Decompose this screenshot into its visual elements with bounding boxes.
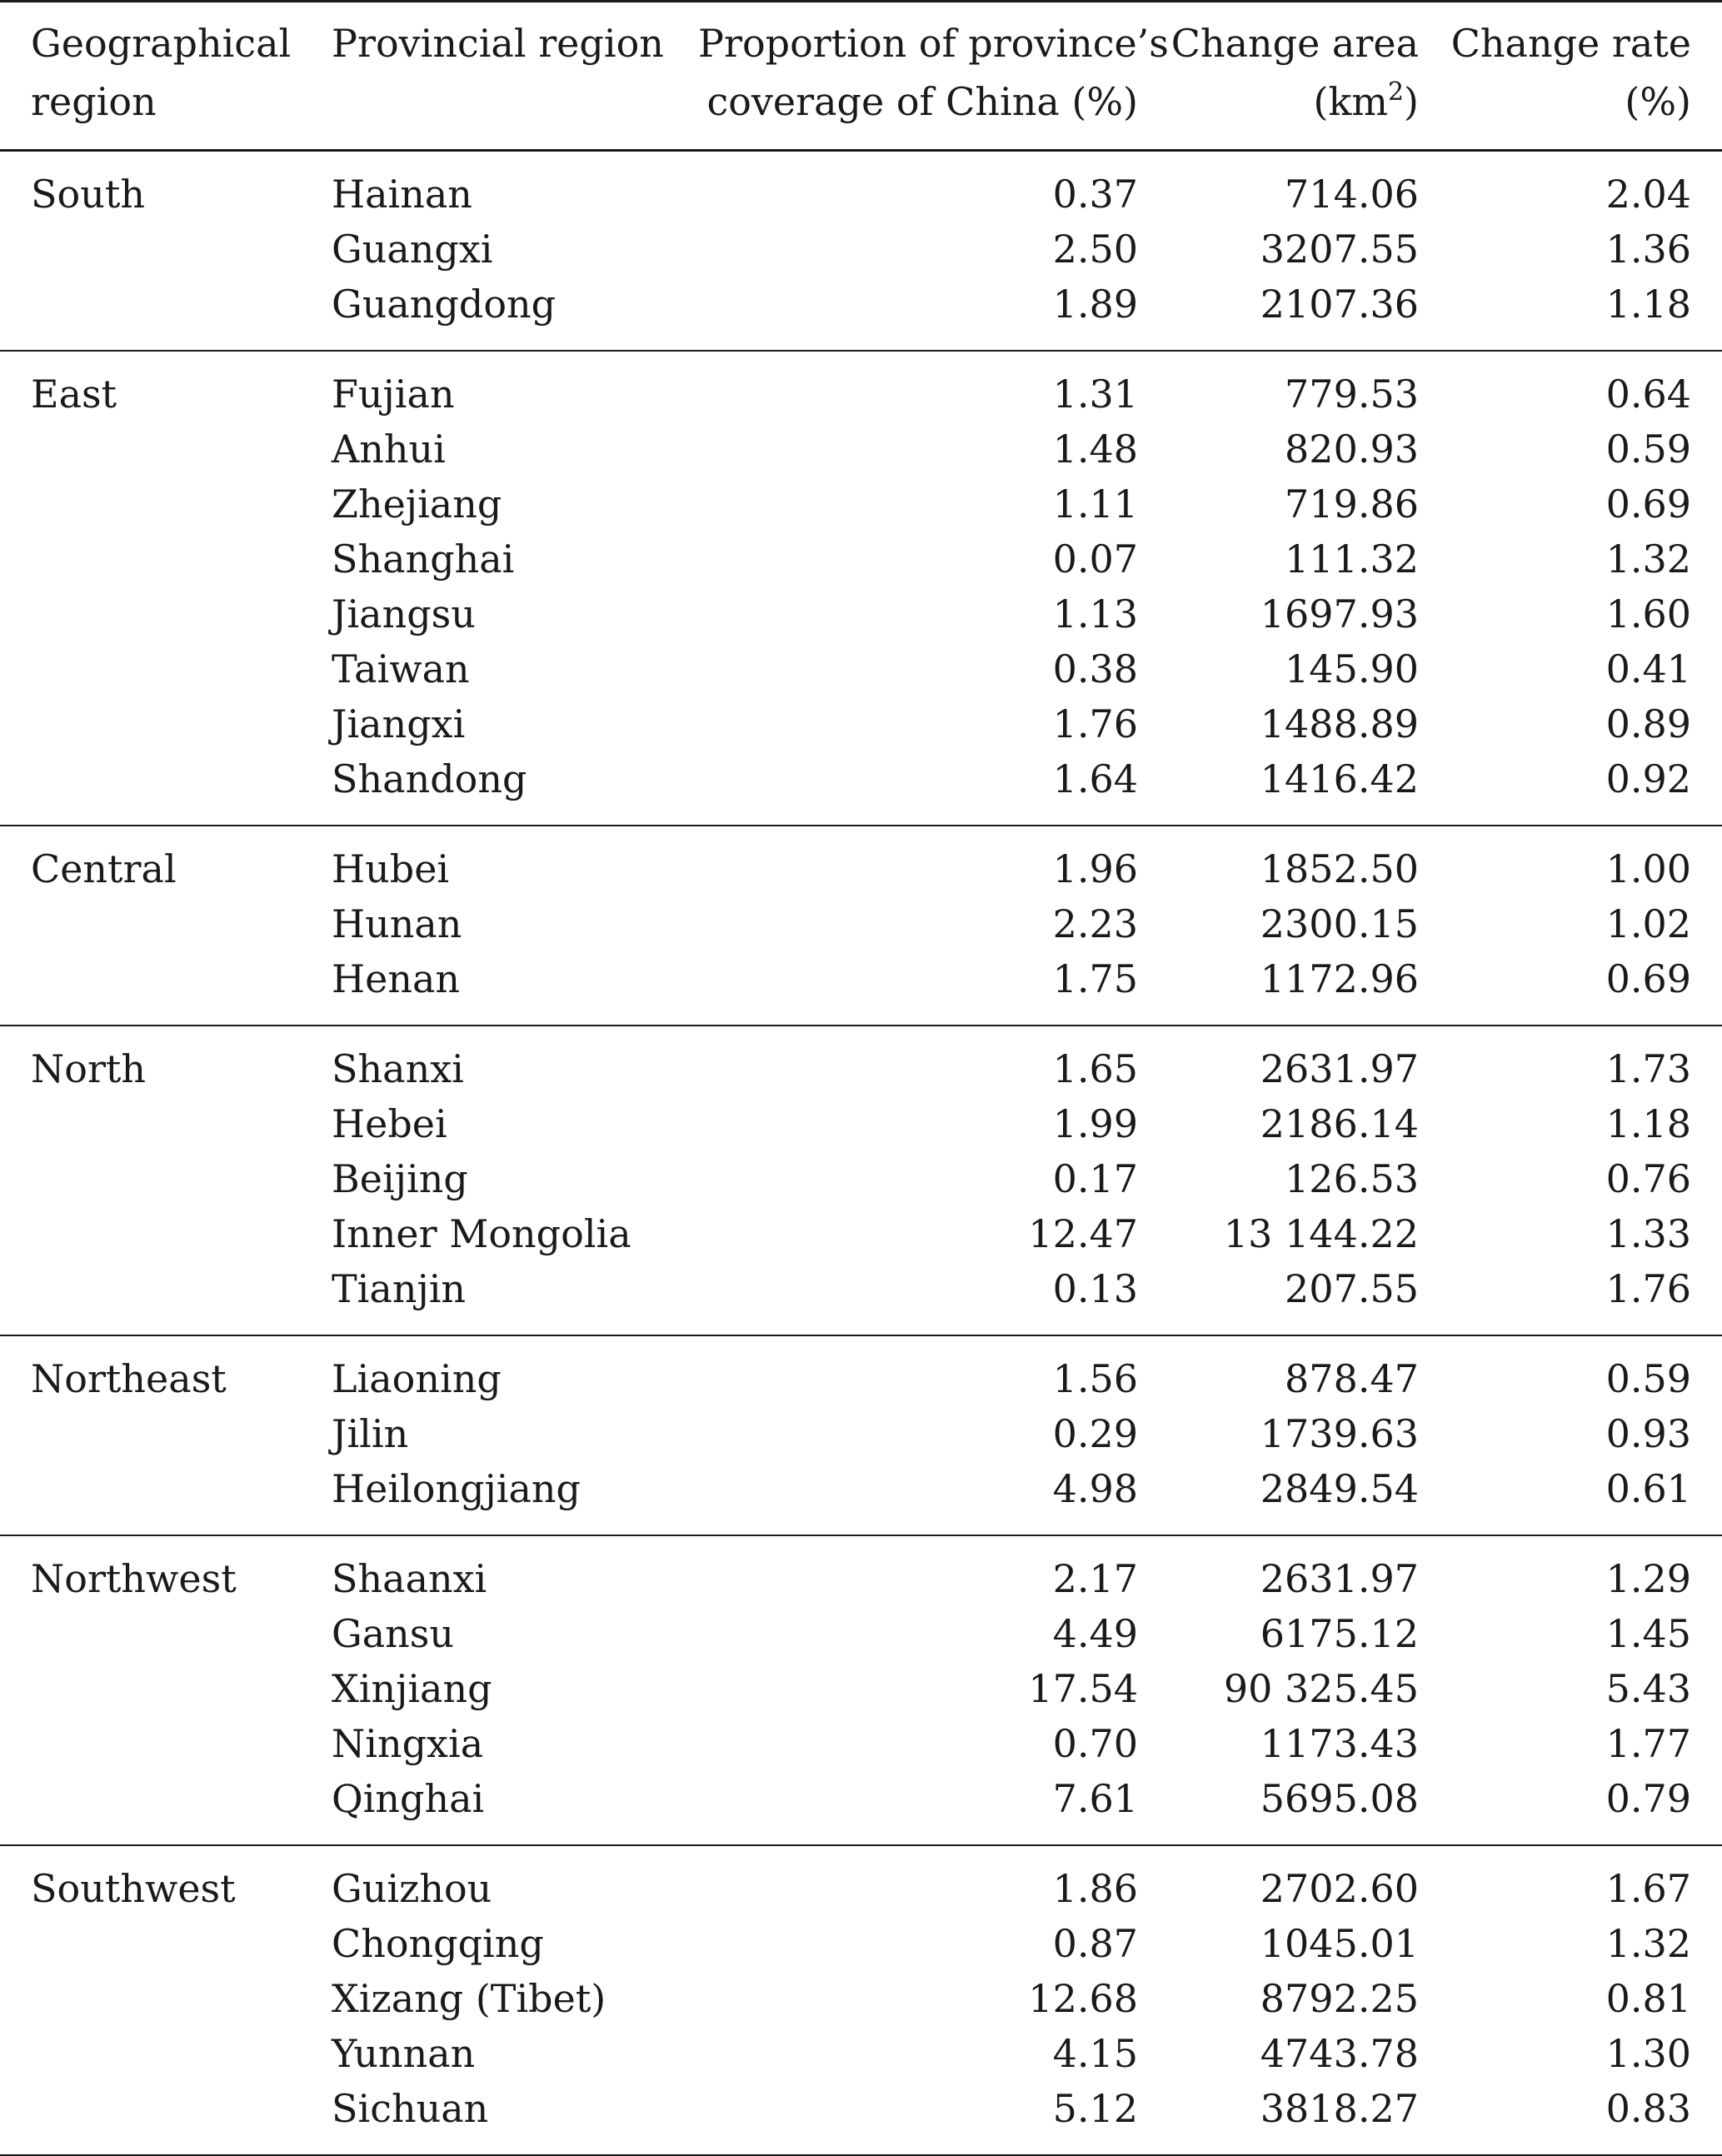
cell-change-area: 719.86 bbox=[1285, 482, 1419, 527]
cell-geographical-region bbox=[0, 641, 332, 696]
cell-change-area: 126.53 bbox=[1285, 1156, 1419, 1201]
cell-provincial-region: Jiangsu bbox=[332, 591, 476, 636]
cell-change-rate: 0.93 bbox=[1605, 1411, 1691, 1456]
cell-provincial-region: Shandong bbox=[332, 756, 527, 801]
cell-change-area: 1045.01 bbox=[1260, 1921, 1419, 1966]
table-row bbox=[0, 1845, 1722, 1916]
cell-proportion: 1.31 bbox=[1052, 372, 1138, 417]
cell-proportion: 5.12 bbox=[1052, 2086, 1138, 2131]
table-row bbox=[0, 1535, 1722, 1606]
cell-change-rate: 0.61 bbox=[1605, 1466, 1691, 1511]
cell-provincial-region: Chongqing bbox=[332, 1921, 544, 1966]
cell-provincial-region: Hebei bbox=[332, 1101, 447, 1146]
cell-provincial-region: Inner Mongolia bbox=[332, 1211, 631, 1256]
cell-provincial-region: Taiwan bbox=[332, 646, 470, 691]
cell-proportion: 0.07 bbox=[1052, 537, 1138, 581]
cell-change-rate: 1.76 bbox=[1605, 1266, 1691, 1311]
cell-change-area: 6175.12 bbox=[1260, 1611, 1419, 1656]
cell-change-area: 111.32 bbox=[1285, 537, 1419, 581]
cell-geographical-region bbox=[0, 1661, 332, 1716]
cell-change-area: 2300.15 bbox=[1260, 901, 1419, 946]
cell-provincial-region: Zhejiang bbox=[332, 482, 502, 527]
cell-proportion: 1.11 bbox=[1052, 482, 1138, 527]
table-row bbox=[0, 951, 1722, 1026]
cell-geographical-region bbox=[0, 1716, 332, 1771]
table-row bbox=[0, 2081, 1722, 2155]
cell-provincial-region: Sichuan bbox=[332, 2086, 489, 2131]
table-row bbox=[0, 222, 1722, 277]
cell-change-rate: 1.36 bbox=[1605, 227, 1691, 272]
cell-change-rate: 0.81 bbox=[1605, 1976, 1691, 2021]
cell-provincial-region: Hainan bbox=[332, 172, 472, 217]
cell-proportion: 0.13 bbox=[1052, 1266, 1138, 1311]
cell-geographical-region bbox=[0, 696, 332, 751]
cell-geographical-region bbox=[0, 1096, 332, 1151]
table-header bbox=[0, 2, 1722, 151]
table-row bbox=[0, 1606, 1722, 1661]
cell-proportion: 1.56 bbox=[1052, 1356, 1138, 1401]
cell-proportion: 7.61 bbox=[1052, 1776, 1138, 1821]
cell-change-area: 2186.14 bbox=[1260, 1101, 1419, 1146]
cell-change-rate: 0.89 bbox=[1605, 701, 1691, 746]
table-row bbox=[0, 751, 1722, 826]
cell-change-area: 3207.55 bbox=[1260, 227, 1419, 272]
cell-change-rate: 0.59 bbox=[1605, 1356, 1691, 1401]
cell-change-rate: 0.64 bbox=[1605, 372, 1691, 417]
cell-change-area: 207.55 bbox=[1285, 1266, 1419, 1311]
cell-geographical-region: East bbox=[31, 372, 117, 417]
cell-proportion: 0.70 bbox=[1052, 1721, 1138, 1766]
cell-change-area: 90 325.45 bbox=[1223, 1666, 1419, 1711]
cell-proportion: 1.99 bbox=[1052, 1101, 1138, 1146]
cell-proportion: 0.37 bbox=[1052, 172, 1138, 217]
cell-change-rate: 1.45 bbox=[1605, 1611, 1691, 1656]
cell-geographical-region bbox=[0, 2026, 332, 2081]
cell-change-area: 1852.50 bbox=[1260, 846, 1419, 891]
header-change-area-unit-open: (km bbox=[1313, 79, 1388, 124]
cell-geographical-region bbox=[0, 2081, 332, 2155]
cell-proportion: 2.50 bbox=[1052, 227, 1138, 272]
cell-provincial-region: Henan bbox=[332, 956, 461, 1001]
cell-change-rate: 1.73 bbox=[1605, 1046, 1691, 1091]
header-change-rate-line2: (%) bbox=[1625, 79, 1691, 124]
cell-change-rate: 0.69 bbox=[1605, 482, 1691, 527]
cell-provincial-region: Qinghai bbox=[332, 1776, 485, 1821]
cell-proportion: 1.75 bbox=[1052, 956, 1138, 1001]
table-row bbox=[0, 641, 1722, 696]
header-geographical-region-line2: region bbox=[31, 79, 157, 124]
header-change-rate bbox=[1419, 2, 1722, 151]
cell-geographical-region bbox=[0, 477, 332, 532]
cell-geographical-region: South bbox=[31, 172, 145, 217]
header-provincial-region: Provincial region bbox=[332, 21, 664, 66]
table-row bbox=[0, 532, 1722, 586]
cell-provincial-region: Guangxi bbox=[332, 227, 493, 272]
table-body bbox=[0, 151, 1722, 2156]
header-row bbox=[0, 2, 1722, 151]
cell-proportion: 1.96 bbox=[1052, 846, 1138, 891]
cell-change-area: 1416.42 bbox=[1260, 756, 1419, 801]
cell-change-area: 1697.93 bbox=[1260, 591, 1419, 636]
header-change-area-unit-close: ) bbox=[1404, 79, 1419, 124]
header-change-rate-line1: Change rate bbox=[1450, 21, 1691, 66]
cell-geographical-region bbox=[0, 1151, 332, 1206]
cell-change-area: 714.06 bbox=[1285, 172, 1419, 217]
cell-provincial-region: Hubei bbox=[332, 846, 450, 891]
cell-proportion: 12.68 bbox=[1028, 1976, 1138, 2021]
table-row bbox=[0, 826, 1722, 896]
cell-change-area: 8792.25 bbox=[1260, 1976, 1419, 2021]
cell-change-rate: 2.04 bbox=[1605, 172, 1691, 217]
cell-change-area: 1173.43 bbox=[1260, 1721, 1419, 1766]
cell-change-area: 13 144.22 bbox=[1223, 1211, 1419, 1256]
cell-geographical-region bbox=[0, 1406, 332, 1461]
cell-geographical-region bbox=[0, 532, 332, 586]
table-row bbox=[0, 422, 1722, 477]
cell-provincial-region: Heilongjiang bbox=[332, 1466, 581, 1511]
cell-provincial-region: Guangdong bbox=[332, 282, 557, 327]
header-geographical-region-line1: Geographical bbox=[31, 21, 292, 66]
cell-change-rate: 1.77 bbox=[1605, 1721, 1691, 1766]
cell-proportion: 1.76 bbox=[1052, 701, 1138, 746]
cell-change-area: 2702.60 bbox=[1260, 1866, 1419, 1911]
table-row bbox=[0, 586, 1722, 641]
table-row bbox=[0, 896, 1722, 951]
cell-provincial-region: Yunnan bbox=[332, 2031, 476, 2076]
cell-change-area: 779.53 bbox=[1285, 372, 1419, 417]
cell-change-area: 4743.78 bbox=[1260, 2031, 1419, 2076]
table-row bbox=[0, 1151, 1722, 1206]
cell-geographical-region bbox=[0, 1261, 332, 1335]
table-row bbox=[0, 696, 1722, 751]
cell-provincial-region: Shanxi bbox=[332, 1046, 464, 1091]
cell-geographical-region: North bbox=[31, 1046, 147, 1091]
cell-geographical-region: Northeast bbox=[31, 1356, 227, 1401]
cell-provincial-region: Shaanxi bbox=[332, 1556, 487, 1601]
cell-geographical-region bbox=[0, 751, 332, 826]
cell-change-rate: 1.00 bbox=[1605, 846, 1691, 891]
cell-change-rate: 0.41 bbox=[1605, 646, 1691, 691]
cell-change-rate: 5.43 bbox=[1605, 1666, 1691, 1711]
cell-proportion: 0.17 bbox=[1052, 1156, 1138, 1201]
cell-proportion: 2.23 bbox=[1052, 901, 1138, 946]
header-proportion bbox=[698, 2, 1169, 151]
cell-change-area: 3818.27 bbox=[1260, 2086, 1419, 2131]
table-row bbox=[0, 277, 1722, 351]
cell-change-area: 145.90 bbox=[1285, 646, 1419, 691]
cell-geographical-region bbox=[0, 951, 332, 1026]
cell-change-rate: 1.18 bbox=[1605, 1101, 1691, 1146]
cell-provincial-region: Anhui bbox=[332, 427, 446, 472]
cell-provincial-region: Xinjiang bbox=[332, 1666, 492, 1711]
cell-change-rate: 0.79 bbox=[1605, 1776, 1691, 1821]
header-change-area-unit-exponent: 2 bbox=[1387, 77, 1405, 107]
cell-change-rate: 0.59 bbox=[1605, 427, 1691, 472]
cell-provincial-region: Xizang (Tibet) bbox=[332, 1976, 606, 2021]
cell-change-rate: 1.02 bbox=[1605, 901, 1691, 946]
header-proportion-line1: Proportion of province’s bbox=[698, 21, 1169, 66]
cell-geographical-region: Northwest bbox=[31, 1556, 237, 1601]
cell-proportion: 1.89 bbox=[1052, 282, 1138, 327]
cell-change-area: 2107.36 bbox=[1260, 282, 1419, 327]
cell-change-area: 5695.08 bbox=[1260, 1776, 1419, 1821]
cell-proportion: 0.38 bbox=[1052, 646, 1138, 691]
cell-geographical-region bbox=[0, 222, 332, 277]
cell-change-area: 1488.89 bbox=[1260, 701, 1419, 746]
cell-proportion: 4.15 bbox=[1052, 2031, 1138, 2076]
cell-proportion: 17.54 bbox=[1028, 1666, 1138, 1711]
cell-change-area: 820.93 bbox=[1285, 427, 1419, 472]
cell-geographical-region bbox=[0, 277, 332, 351]
cell-geographical-region bbox=[0, 586, 332, 641]
cell-proportion: 1.13 bbox=[1052, 591, 1138, 636]
cell-proportion: 2.17 bbox=[1052, 1556, 1138, 1601]
table-row bbox=[0, 2026, 1722, 2081]
cell-change-rate: 1.32 bbox=[1605, 537, 1691, 581]
cell-geographical-region bbox=[0, 1771, 332, 1845]
cell-proportion: 4.98 bbox=[1052, 1466, 1138, 1511]
cell-geographical-region bbox=[0, 1971, 332, 2026]
header-proportion-line2: coverage of China (%) bbox=[706, 79, 1138, 124]
cell-provincial-region: Jiangxi bbox=[332, 701, 466, 746]
cell-change-rate: 1.29 bbox=[1605, 1556, 1691, 1601]
table-row bbox=[0, 1716, 1722, 1771]
cell-geographical-region bbox=[0, 896, 332, 951]
cell-proportion: 12.47 bbox=[1028, 1211, 1138, 1256]
cell-change-rate: 1.33 bbox=[1605, 1211, 1691, 1256]
table-row bbox=[0, 1916, 1722, 1971]
cell-proportion: 1.86 bbox=[1052, 1866, 1138, 1911]
cell-change-area: 1739.63 bbox=[1260, 1411, 1419, 1456]
cell-proportion: 0.87 bbox=[1052, 1921, 1138, 1966]
cell-geographical-region bbox=[0, 422, 332, 477]
cell-geographical-region: Southwest bbox=[31, 1866, 236, 1911]
cell-provincial-region: Shanghai bbox=[332, 537, 515, 581]
cell-provincial-region: Beijing bbox=[332, 1156, 468, 1201]
cell-proportion: 1.65 bbox=[1052, 1046, 1138, 1091]
table-row bbox=[0, 1335, 1722, 1406]
cell-change-area: 2631.97 bbox=[1260, 1046, 1419, 1091]
table-row bbox=[0, 1971, 1722, 2026]
cell-change-area: 1172.96 bbox=[1260, 956, 1419, 1001]
table-row bbox=[0, 1261, 1722, 1335]
cell-provincial-region: Liaoning bbox=[332, 1356, 502, 1401]
header-change-area bbox=[1138, 2, 1419, 151]
table-row bbox=[0, 1206, 1722, 1261]
cell-change-rate: 1.60 bbox=[1605, 591, 1691, 636]
cell-provincial-region: Ningxia bbox=[332, 1721, 484, 1766]
cell-change-rate: 1.30 bbox=[1605, 2031, 1691, 2076]
table-row bbox=[0, 151, 1722, 222]
table-row bbox=[0, 1661, 1722, 1716]
cell-geographical-region: Central bbox=[31, 846, 177, 891]
cell-change-rate: 0.83 bbox=[1605, 2086, 1691, 2131]
table-row bbox=[0, 1026, 1722, 1096]
table-row bbox=[0, 351, 1722, 422]
cell-proportion: 1.64 bbox=[1052, 756, 1138, 801]
cell-geographical-region bbox=[0, 1916, 332, 1971]
cell-change-rate: 1.67 bbox=[1605, 1866, 1691, 1911]
cell-provincial-region: Tianjin bbox=[332, 1266, 467, 1311]
cell-change-area: 2631.97 bbox=[1260, 1556, 1419, 1601]
cell-change-area: 878.47 bbox=[1285, 1356, 1419, 1401]
cell-geographical-region bbox=[0, 1606, 332, 1661]
cell-provincial-region: Jilin bbox=[332, 1411, 409, 1456]
cell-provincial-region: Hunan bbox=[332, 901, 462, 946]
cell-change-rate: 1.18 bbox=[1605, 282, 1691, 327]
cell-provincial-region: Fujian bbox=[332, 372, 455, 417]
header-geographical-region bbox=[0, 2, 332, 151]
cell-change-rate: 0.76 bbox=[1605, 1156, 1691, 1201]
cell-provincial-region: Guizhou bbox=[332, 1866, 492, 1911]
cell-change-area: 2849.54 bbox=[1260, 1466, 1419, 1511]
header-change-area-line1: Change area bbox=[1170, 21, 1419, 66]
cell-geographical-region bbox=[0, 1206, 332, 1261]
cell-change-rate: 1.32 bbox=[1605, 1921, 1691, 1966]
cell-proportion: 4.49 bbox=[1052, 1611, 1138, 1656]
table-row bbox=[0, 1771, 1722, 1845]
table-row bbox=[0, 477, 1722, 532]
table-row bbox=[0, 1406, 1722, 1461]
cell-change-rate: 0.92 bbox=[1605, 756, 1691, 801]
cell-proportion: 0.29 bbox=[1052, 1411, 1138, 1456]
cell-provincial-region: Gansu bbox=[332, 1611, 455, 1656]
table-row bbox=[0, 1461, 1722, 1535]
cell-change-rate: 0.69 bbox=[1605, 956, 1691, 1001]
cell-geographical-region bbox=[0, 1461, 332, 1535]
cell-proportion: 1.48 bbox=[1052, 427, 1138, 472]
table-row bbox=[0, 1096, 1722, 1151]
